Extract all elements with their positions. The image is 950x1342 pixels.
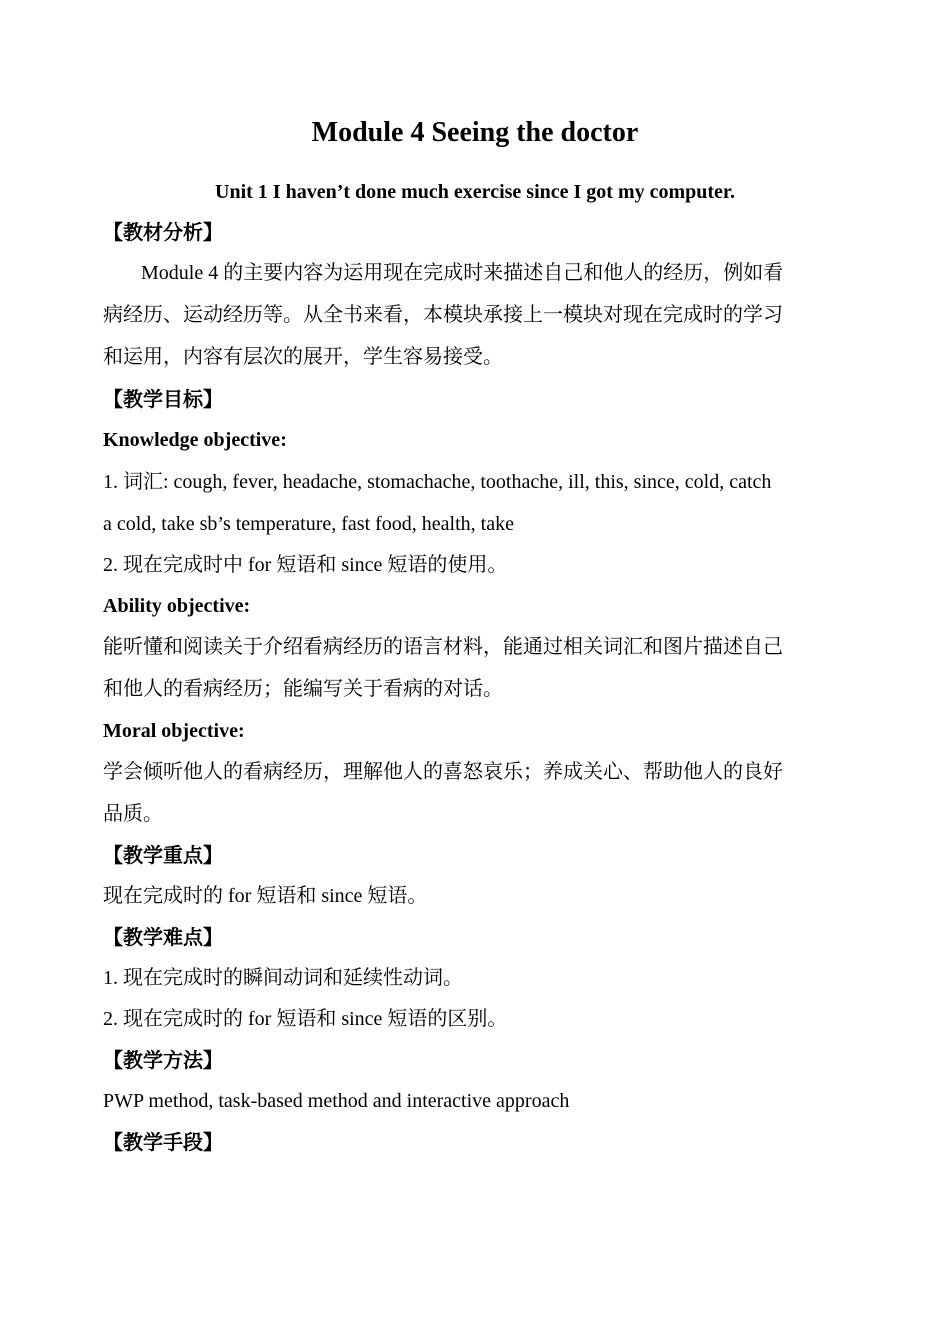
heading-teaching-means: 【教学手段】 — [103, 1130, 223, 1154]
analysis-line: 病经历、运动经历等。从全书来看，本模块承接上一模块对现在完成时的学习 — [103, 304, 783, 326]
difficulties-line: 1. 现在完成时的瞬间动词和延续性动词。 — [103, 967, 463, 989]
heading-textbook-analysis: 【教材分析】 — [103, 220, 223, 244]
knowledge-objective-line: 1. 词汇: cough, fever, headache, stomachache, toothache, ill, this, since, cold, catch — [103, 471, 772, 493]
unit-subtitle: Unit 1 I haven’t done much exercise since I got my computer. — [215, 181, 735, 203]
ability-objective-line: 和他人的看病经历；能编写关于看病的对话。 — [103, 678, 503, 700]
knowledge-objective-line: a cold, take sb’s temperature, fast food, health, take — [103, 513, 514, 535]
heading-teaching-objectives: 【教学目标】 — [103, 387, 223, 411]
analysis-line: Module 4 的主要内容为运用现在完成时来描述自己和他人的经历，例如看 — [141, 262, 784, 284]
difficulties-line: 2. 现在完成时的 for 短语和 since 短语的区别。 — [103, 1008, 508, 1030]
page-title: Module 4 Seeing the doctor — [311, 117, 639, 148]
analysis-line: 和运用，内容有层次的展开，学生容易接受。 — [103, 346, 503, 368]
heading-key-points: 【教学重点】 — [103, 843, 223, 867]
key-points-line: 现在完成时的 for 短语和 since 短语。 — [103, 885, 428, 907]
heading-teaching-methods: 【教学方法】 — [103, 1048, 223, 1072]
moral-objective-label: Moral objective: — [103, 720, 245, 742]
ability-objective-label: Ability objective: — [103, 595, 251, 617]
knowledge-objective-label: Knowledge objective: — [103, 429, 287, 451]
heading-difficulties: 【教学难点】 — [103, 925, 223, 949]
moral-objective-line: 学会倾听他人的看病经历，理解他人的喜怒哀乐；养成关心、帮助他人的良好 — [103, 761, 783, 783]
moral-objective-line: 品质。 — [103, 803, 163, 825]
ability-objective-line: 能听懂和阅读关于介绍看病经历的语言材料，能通过相关词汇和图片描述自己 — [103, 636, 783, 658]
knowledge-objective-line: 2. 现在完成时中 for 短语和 since 短语的使用。 — [103, 554, 508, 576]
methods-line: PWP method, task-based method and interactive approach — [103, 1090, 570, 1112]
